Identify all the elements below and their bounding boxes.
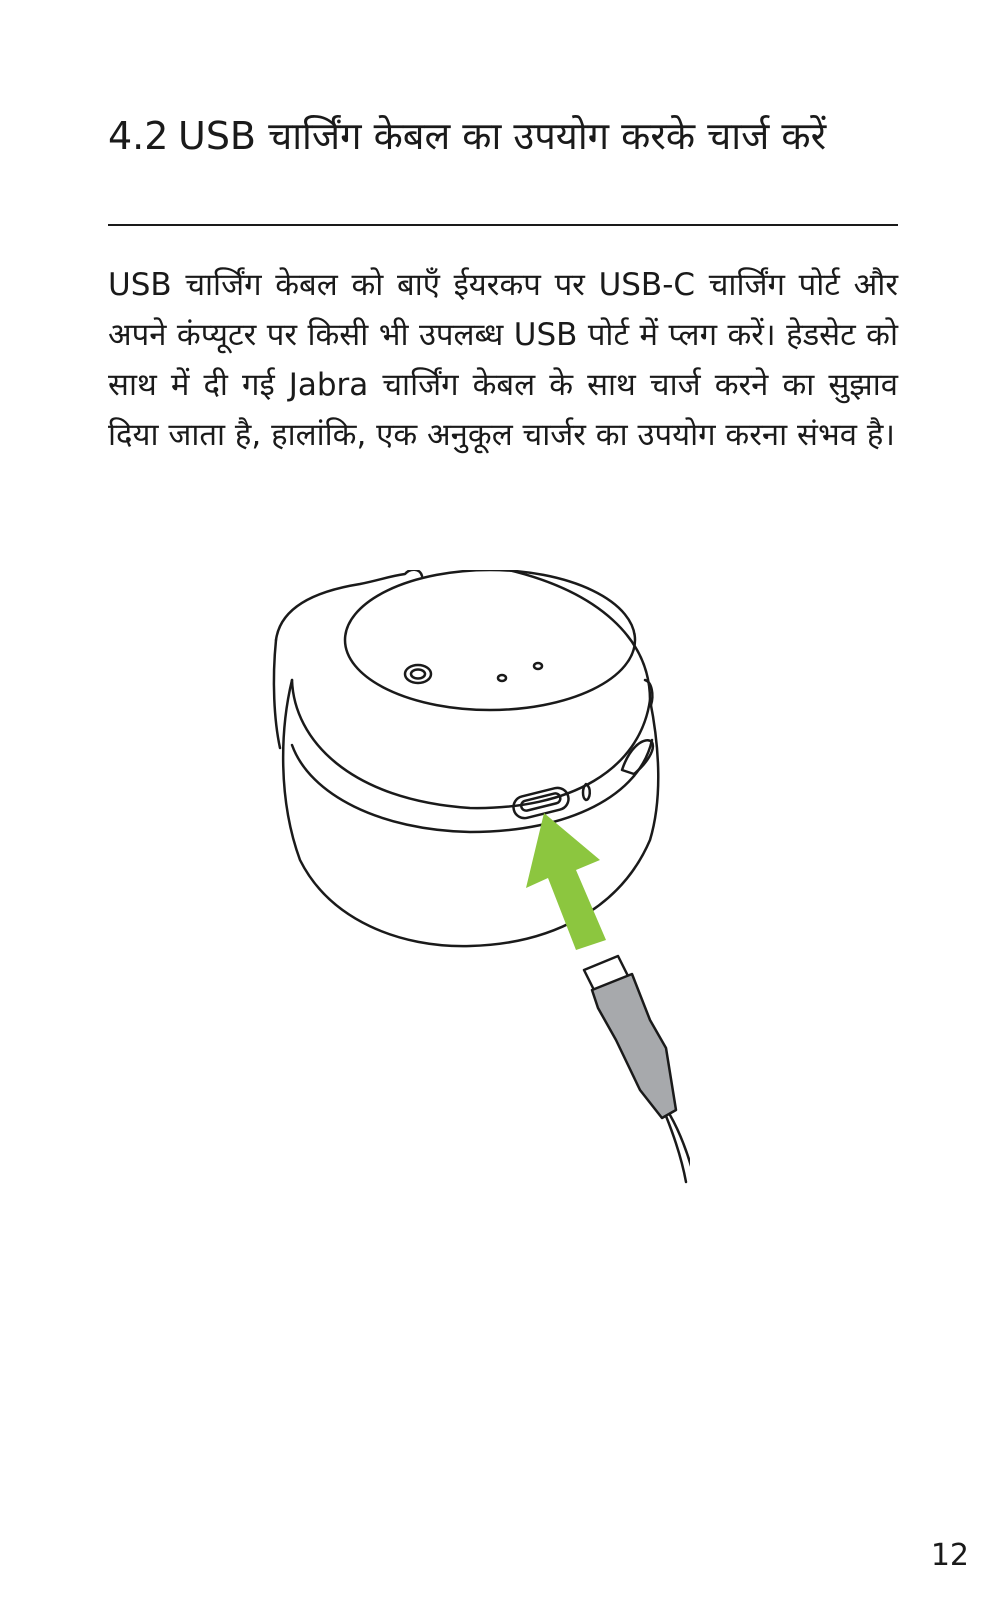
earcup-cushion — [292, 570, 650, 808]
section-number: 4.2 — [108, 114, 169, 158]
hinge-detail — [622, 740, 653, 774]
usb-c-plug-body — [592, 974, 676, 1118]
page-number: 12 — [930, 1538, 969, 1573]
insert-direction-arrow-icon — [526, 813, 606, 950]
charging-cable-edge — [670, 1115, 690, 1184]
earcup-band — [292, 740, 652, 832]
earcup-outer-shell — [283, 680, 658, 946]
control-button-inner-icon — [411, 670, 425, 679]
usb-c-port-icon — [511, 786, 571, 821]
headband-arm — [276, 570, 422, 640]
headband-arm-edge — [274, 640, 280, 748]
earcup-top-plate — [345, 570, 635, 710]
section-heading — [108, 110, 898, 162]
microphone-hole-icon — [498, 675, 506, 681]
control-button-icon — [405, 665, 431, 683]
instruction-paragraph: USB चार्जिंग केबल को बाएँ ईयरकप पर USB-C चार्जिंग पोर्ट और अपने कंप्यूटर पर किसी भी उपलब्ध USB पोर्ट में प्लग करें। हेडसेट को साथ में दी गई Jabra चार्जिंग केबल के साथ चार्ज करने का सुझाव दिया जाता है, हालांकि, एक अनुकूल चार्जर का उपयोग करना संभव है। — [108, 267, 898, 453]
earcup-charging-illustration — [270, 570, 690, 1200]
heading-divider — [108, 224, 898, 226]
section-title: USB चार्जिंग केबल का उपयोग करके चार्ज करें — [178, 114, 827, 158]
microphone-hole-icon — [534, 663, 542, 669]
